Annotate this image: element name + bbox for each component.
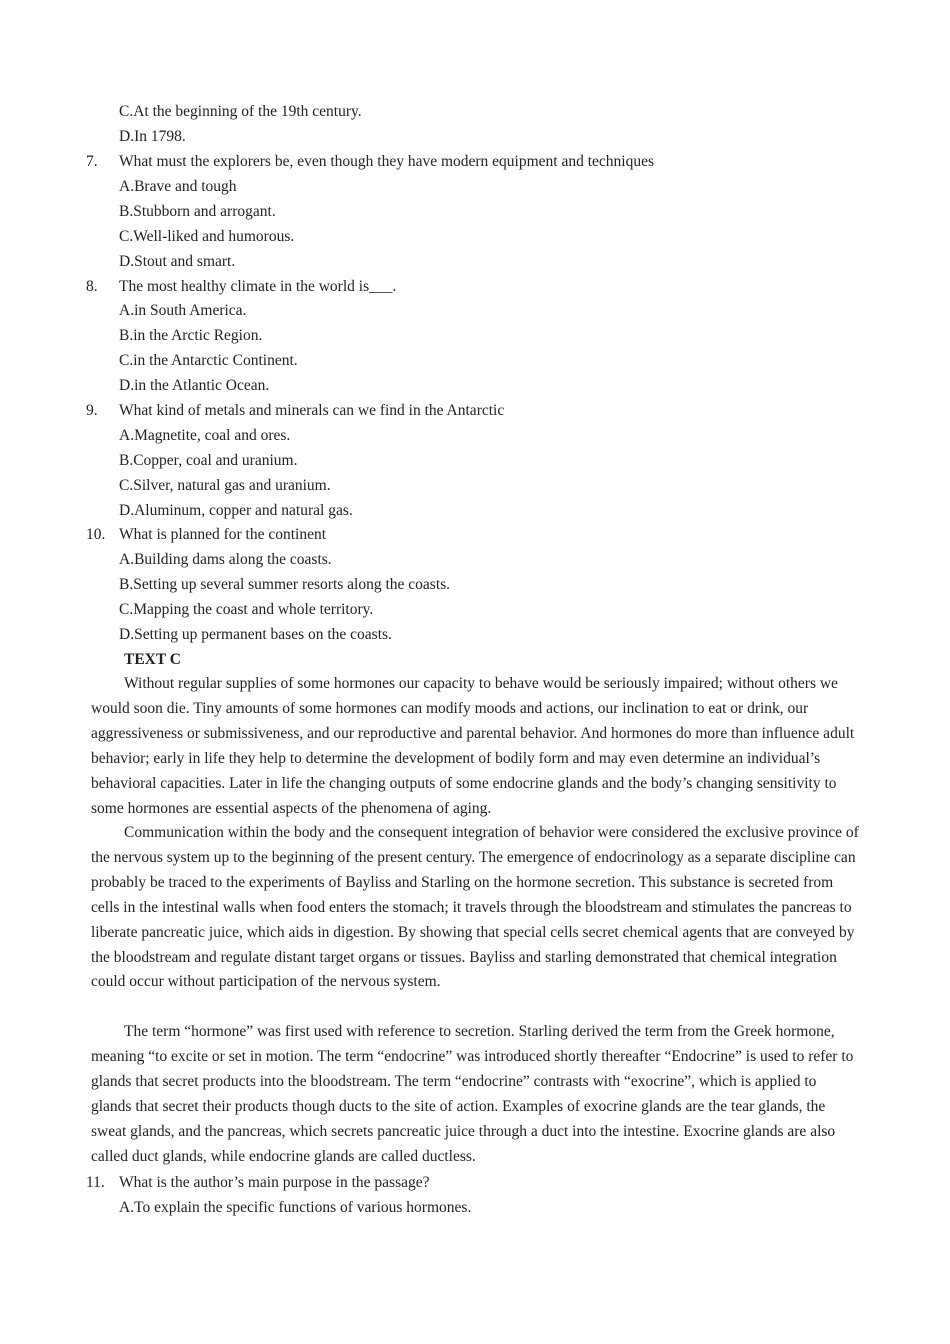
option-b: B.in the Arctic Region. bbox=[119, 327, 263, 344]
option-d: D.Aluminum, copper and natural gas. bbox=[119, 502, 353, 519]
option-b: B.Stubborn and arrogant. bbox=[119, 203, 276, 220]
question-number: 7. bbox=[86, 153, 98, 170]
option-d: D.Setting up permanent bases on the coasts. bbox=[119, 626, 392, 643]
option-b: B.Setting up several summer resorts along the coasts. bbox=[119, 576, 451, 593]
option-b: B.Copper, coal and uranium. bbox=[119, 452, 298, 469]
question-number: 9. bbox=[86, 402, 98, 419]
question-text: What must the explorers be, even though they have modern equipment and techniques bbox=[119, 153, 655, 170]
option-d: D.in the Atlantic Ocean. bbox=[119, 377, 270, 394]
question-number: 11. bbox=[86, 1174, 105, 1191]
section-heading: TEXT C bbox=[124, 651, 181, 668]
question-number: 10. bbox=[86, 526, 106, 543]
option-d: D.Stout and smart. bbox=[119, 253, 236, 270]
question-number: 8. bbox=[86, 278, 98, 295]
option-a: A.Brave and tough bbox=[119, 178, 237, 195]
option-a: A.in South America. bbox=[119, 302, 247, 319]
paragraph: Communication within the body and the consequent integration of behavior were considered the exclusive province of the nervous system up to the beginning of the present century. The emergence of endocrinology as a separate discipline can probably be traced to the experiments of Bayliss and Starling on the hormone secretion. This substance is secreted from cells in the intestinal walls when food enters the stomach; it travels through the bloodstream and stimulates the pancreas to liberate pancreatic juice, which aids in digestion. By showing that special cells secret chemical agents that are conveyed by the bloodstream and regulate distant target organs or tissues. Bayliss and starling demonstrated that chemical integration could occur without participation of the nervous system. bbox=[91, 824, 859, 991]
q6-option-c: C.At the beginning of the 19th century. bbox=[119, 103, 362, 120]
q6-option-d: D.In 1798. bbox=[119, 128, 186, 145]
question-text: The most healthy climate in the world is___. bbox=[119, 278, 397, 295]
paragraph: Without regular supplies of some hormones our capacity to behave would be seriously impaired; without others we would soon die. Tiny amounts of some hormones can modify moods and actions, our inclination to eat or drink, our aggressiveness or submissiveness, and our reproductive and parental behavior. And hormones do more than influence adult behavior; early in life they help to determine the development of bodily form and may even determine an individual’s behavioral capacities. Later in life the changing outputs of some endocrine glands and the body’s changing sensitivity to some hormones are essential aspects of the phenomena of aging. bbox=[91, 675, 855, 817]
option-c: C.Silver, natural gas and uranium. bbox=[119, 477, 331, 494]
option-a: A.To explain the specific functions of various hormones. bbox=[119, 1199, 472, 1216]
option-a: A.Magnetite, coal and ores. bbox=[119, 427, 291, 444]
option-c: C.Mapping the coast and whole territory. bbox=[119, 601, 374, 618]
question-text: What is planned for the continent bbox=[119, 526, 327, 543]
paragraph: The term “hormone” was first used with reference to secretion. Starling derived the term from the Greek hormone, meaning “to excite or set in motion. The term “endocrine” was introduced shortly thereafter “Endocrine” is used to refer to glands that secret products into the bloodstream. The term “endocrine” contrasts with “exocrine”, which is applied to glands that secret their products though ducts to the site of action. Examples of exocrine glands are the tear glands, the sweat glands, and the pancreas, which secrets pancreatic juice through a duct into the intestine. Exocrine glands are also called duct glands, while endocrine glands are called ductless. bbox=[91, 1023, 854, 1165]
option-a: A.Building dams along the coasts. bbox=[119, 551, 332, 568]
option-c: C.Well-liked and humorous. bbox=[119, 228, 295, 245]
question-text: What kind of metals and minerals can we find in the Antarctic bbox=[119, 402, 505, 419]
question-text: What is the author’s main purpose in the passage? bbox=[119, 1174, 430, 1191]
option-c: C.in the Antarctic Continent. bbox=[119, 352, 298, 369]
